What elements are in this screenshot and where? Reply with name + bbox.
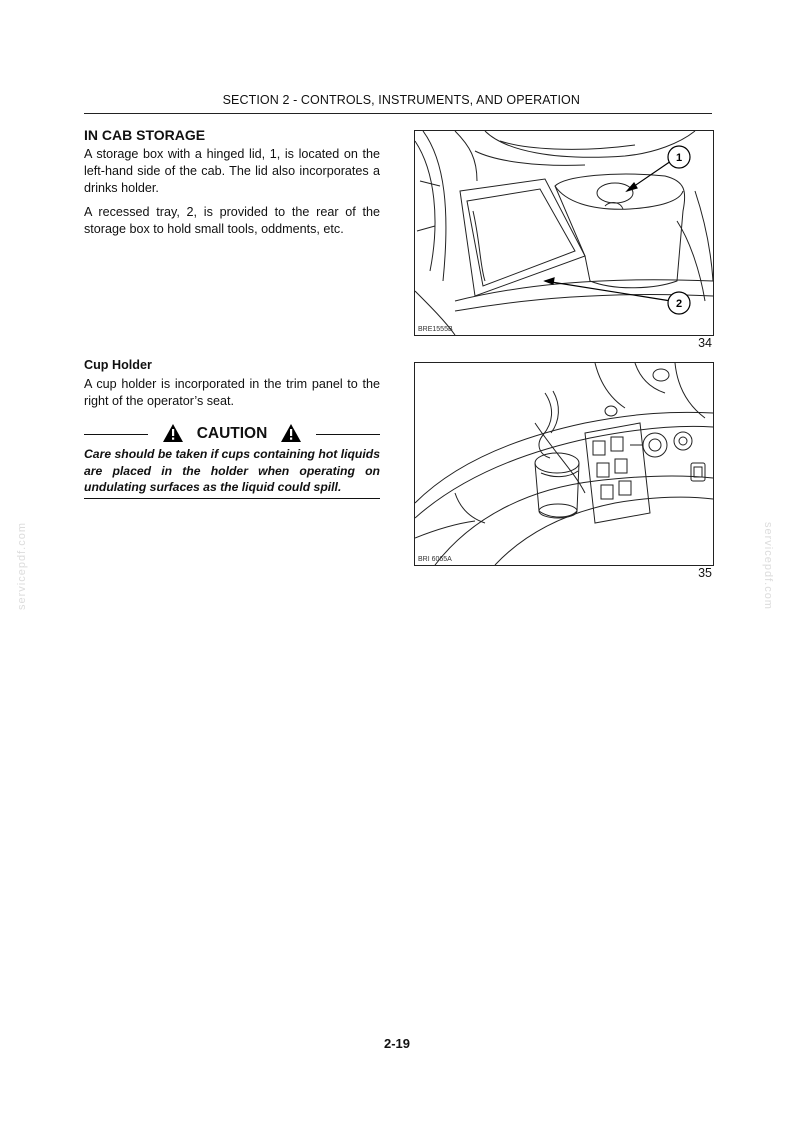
section-header: SECTION 2 - CONTROLS, INSTRUMENTS, AND OPERATION xyxy=(222,93,580,107)
header-rule xyxy=(84,113,712,114)
cup-holder-heading: Cup Holder xyxy=(84,358,152,372)
figure-cup-holder xyxy=(414,362,714,566)
figure-number: 35 xyxy=(698,566,712,580)
caution-rule-right xyxy=(316,434,380,435)
caution-bottom-rule xyxy=(84,498,380,499)
warning-triangle-icon xyxy=(280,423,302,443)
callout-2: 2 xyxy=(675,298,683,310)
figure-code: BRE1555B xyxy=(418,326,453,333)
figure-number: 34 xyxy=(698,336,712,350)
storage-box-paragraph: A storage box with a hinged lid, 1, is located on the left-hand side of the cab. The lid also incorporates a drinks holder. xyxy=(84,147,380,195)
figure-storage-box xyxy=(414,130,714,336)
storage-box-illustration xyxy=(415,131,713,335)
callout-1: 1 xyxy=(675,152,683,164)
page-number: 2-19 xyxy=(383,1036,411,1051)
cup-holder-illustration xyxy=(415,363,713,565)
caution-header xyxy=(84,423,380,445)
caution-text: Care should be taken if cups containing hot liquids are placed in the holder when operating on undulating surfaces as the liquid could spill. xyxy=(84,447,380,494)
in-cab-storage-heading: IN CAB STORAGE xyxy=(84,127,206,143)
watermark-right: servicepdf.com xyxy=(762,522,774,610)
recessed-tray-paragraph: A recessed tray, 2, is provided to the rear of the storage box to hold small tools, oddments, etc. xyxy=(84,205,380,236)
figure-code: BRI 6065A xyxy=(418,556,452,563)
caution-title: CAUTION xyxy=(196,425,268,442)
watermark-left: servicepdf.com xyxy=(16,522,28,610)
cup-holder-paragraph: A cup holder is incorporated in the trim panel to the right of the operator’s seat. xyxy=(84,377,380,408)
